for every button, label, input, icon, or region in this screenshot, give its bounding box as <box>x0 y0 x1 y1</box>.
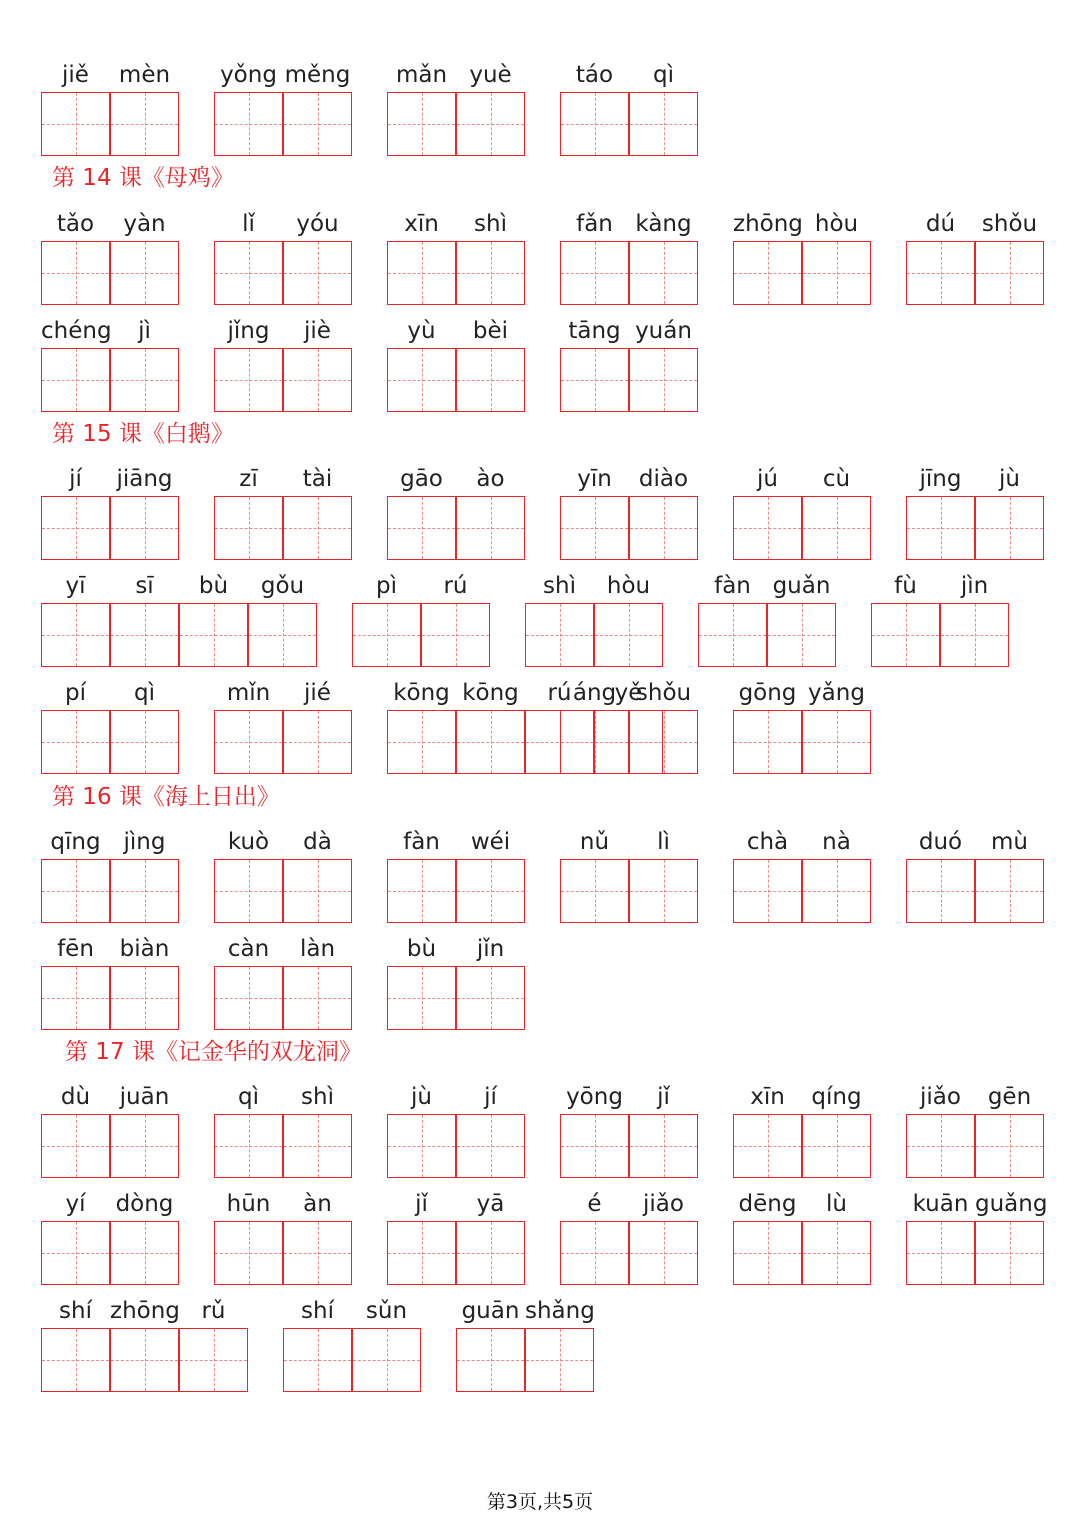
pinyin-label: jiǎo <box>643 1191 684 1217</box>
word-group <box>283 1294 421 1392</box>
writing-cell[interactable] <box>871 603 940 667</box>
pinyin-label: fēn <box>57 936 94 962</box>
word-group <box>733 825 871 923</box>
writing-cell[interactable] <box>906 1221 975 1285</box>
writing-cell[interactable] <box>387 859 456 923</box>
pinyin-label: jiǎo <box>920 1084 961 1110</box>
lesson-title: 第 14 课《母鸡》 <box>52 165 234 191</box>
writing-cell[interactable] <box>110 241 179 305</box>
pinyin-label: duó <box>918 829 963 855</box>
writing-cell[interactable] <box>352 1328 421 1392</box>
word-group <box>214 58 352 156</box>
pinyin-label: yīn <box>577 466 612 492</box>
pinyin-label: hūn <box>226 1191 271 1217</box>
pinyin-label: qì <box>653 62 674 88</box>
writing-cell[interactable] <box>110 966 179 1030</box>
writing-cell[interactable] <box>421 603 490 667</box>
pinyin-label: mù <box>991 829 1028 855</box>
word-group <box>41 569 317 667</box>
word-group <box>560 1187 698 1285</box>
pinyin-label: kōng <box>393 680 450 706</box>
writing-cell[interactable] <box>214 92 283 156</box>
writing-cell[interactable] <box>283 496 352 560</box>
writing-cell[interactable] <box>629 496 698 560</box>
word-group <box>41 676 179 774</box>
writing-cell[interactable] <box>733 1114 802 1178</box>
word-group <box>733 207 871 305</box>
lesson-title: 第 17 课《记金华的双龙洞》 <box>65 1039 362 1065</box>
pinyin-label: kōng <box>462 680 519 706</box>
pinyin-label: shǒu <box>981 211 1038 237</box>
writing-cell[interactable] <box>41 710 110 774</box>
pinyin-label: yǒng <box>220 62 277 88</box>
pinyin-label: fàn <box>714 573 751 599</box>
pinyin-label: é <box>587 1191 602 1217</box>
pinyin-label: mèn <box>118 62 171 88</box>
word-group <box>41 1187 179 1285</box>
writing-cell[interactable] <box>214 859 283 923</box>
word-group <box>906 825 1044 923</box>
word-group <box>41 462 179 560</box>
pinyin-label: bù <box>406 936 437 962</box>
pinyin-label: shí <box>301 1298 334 1324</box>
pinyin-label: nǔ <box>579 829 610 855</box>
word-group <box>906 207 1044 305</box>
writing-cell[interactable] <box>41 603 110 667</box>
pinyin-label: fù <box>894 573 917 599</box>
word-group <box>560 207 698 305</box>
writing-cell[interactable] <box>906 1114 975 1178</box>
writing-cell[interactable] <box>283 1328 352 1392</box>
word-group <box>387 825 525 923</box>
pinyin-label: wéi <box>470 829 511 855</box>
word-group <box>41 58 179 156</box>
pinyin-label: pí <box>65 680 86 706</box>
pinyin-label: qíng <box>811 1084 862 1110</box>
writing-cell[interactable] <box>214 1114 283 1178</box>
word-group <box>906 1080 1044 1178</box>
word-group <box>733 1187 871 1285</box>
pinyin-label: nà <box>822 829 851 855</box>
pinyin-label: yí <box>65 1191 86 1217</box>
pinyin-label: kàng <box>635 211 692 237</box>
writing-cell[interactable] <box>629 241 698 305</box>
writing-cell[interactable] <box>629 348 698 412</box>
word-group <box>906 1187 1048 1285</box>
pinyin-label: jìn <box>960 573 989 599</box>
pinyin-label: jié <box>304 680 331 706</box>
word-group <box>560 825 698 923</box>
pinyin-label: mǎn <box>395 62 448 88</box>
pinyin-label: gāo <box>400 466 443 492</box>
pinyin-label: càn <box>227 936 270 962</box>
pinyin-label: jiāng <box>116 466 173 492</box>
writing-cell[interactable] <box>387 1221 456 1285</box>
writing-cell[interactable] <box>179 1328 248 1392</box>
pinyin-label: yuè <box>469 62 512 88</box>
pinyin-label: rǔ <box>201 1298 226 1324</box>
pinyin-label: dēng <box>738 1191 797 1217</box>
writing-cell[interactable] <box>629 710 698 774</box>
writing-cell[interactable] <box>41 348 110 412</box>
writing-cell[interactable] <box>214 966 283 1030</box>
pinyin-label: dà <box>303 829 332 855</box>
pinyin-label: dòng <box>115 1191 174 1217</box>
word-group <box>387 314 525 412</box>
writing-cell[interactable] <box>387 92 456 156</box>
pinyin-label: gēn <box>987 1084 1032 1110</box>
pinyin-label: pì <box>376 573 397 599</box>
writing-cell[interactable] <box>802 1221 871 1285</box>
writing-cell[interactable] <box>629 1221 698 1285</box>
writing-cell[interactable] <box>283 241 352 305</box>
writing-cell[interactable] <box>456 241 525 305</box>
writing-cell[interactable] <box>456 710 525 774</box>
writing-cell[interactable] <box>283 92 352 156</box>
writing-cell[interactable] <box>906 496 975 560</box>
pinyin-label: jù <box>999 466 1020 492</box>
writing-cell[interactable] <box>906 859 975 923</box>
writing-cell[interactable] <box>41 966 110 1030</box>
pinyin-label: shì <box>474 211 507 237</box>
pinyin-label: yǎng <box>808 680 865 706</box>
word-group <box>214 462 352 560</box>
pinyin-label: shí <box>59 1298 92 1324</box>
writing-cell[interactable] <box>110 1328 179 1392</box>
word-group <box>698 569 836 667</box>
writing-cell[interactable] <box>906 241 975 305</box>
pinyin-label: yī <box>65 573 86 599</box>
writing-cell[interactable] <box>41 92 110 156</box>
pinyin-label: gōng <box>738 680 797 706</box>
pinyin-label: jiě <box>62 62 89 88</box>
writing-cell[interactable] <box>560 496 629 560</box>
writing-cell[interactable] <box>214 1221 283 1285</box>
writing-cell[interactable] <box>110 859 179 923</box>
pinyin-label: áng <box>572 680 617 706</box>
pinyin-label: jǐ <box>657 1084 670 1110</box>
word-group <box>214 1080 352 1178</box>
pinyin-label: jù <box>411 1084 432 1110</box>
writing-cell[interactable] <box>283 1221 352 1285</box>
pinyin-label: shǒu <box>635 680 692 706</box>
pinyin-label: biàn <box>119 936 170 962</box>
lesson-title: 第 15 课《白鹅》 <box>52 421 234 447</box>
word-group <box>41 314 179 412</box>
writing-cell[interactable] <box>733 241 802 305</box>
pinyin-label: sǔn <box>365 1298 408 1324</box>
pinyin-label: làn <box>299 936 336 962</box>
writing-cell[interactable] <box>456 92 525 156</box>
writing-cell[interactable] <box>940 603 1009 667</box>
word-group <box>387 207 525 305</box>
writing-cell[interactable] <box>802 1114 871 1178</box>
writing-cell[interactable] <box>214 241 283 305</box>
writing-cell[interactable] <box>110 603 179 667</box>
word-group <box>387 932 525 1030</box>
writing-cell[interactable] <box>456 1328 525 1392</box>
writing-cell[interactable] <box>975 496 1044 560</box>
pinyin-label: tài <box>302 466 333 492</box>
writing-cell[interactable] <box>560 710 629 774</box>
pinyin-label: juān <box>119 1084 170 1110</box>
pinyin-label: guān <box>461 1298 520 1324</box>
pinyin-label: hòu <box>606 573 651 599</box>
writing-cell[interactable] <box>802 710 871 774</box>
pinyin-label: jīng <box>919 466 962 492</box>
pinyin-label: dú <box>925 211 956 237</box>
writing-cell[interactable] <box>802 241 871 305</box>
pinyin-label: zī <box>239 466 258 492</box>
writing-cell[interactable] <box>802 496 871 560</box>
word-group <box>41 1294 248 1392</box>
writing-cell[interactable] <box>387 496 456 560</box>
pinyin-label: lì <box>657 829 670 855</box>
word-group <box>387 1187 525 1285</box>
pinyin-label: shì <box>301 1084 334 1110</box>
pinyin-label: fǎn <box>576 211 613 237</box>
pinyin-label: zhōng <box>110 1298 180 1324</box>
pinyin-label: yóu <box>296 211 339 237</box>
pinyin-label: guǎn <box>772 573 831 599</box>
writing-cell[interactable] <box>733 1221 802 1285</box>
pinyin-label: táo <box>575 62 614 88</box>
word-group <box>214 676 352 774</box>
writing-cell[interactable] <box>214 348 283 412</box>
writing-cell[interactable] <box>733 859 802 923</box>
pinyin-label: jí <box>484 1084 497 1110</box>
writing-cell[interactable] <box>560 859 629 923</box>
pinyin-label: hòu <box>814 211 859 237</box>
writing-cell[interactable] <box>525 1328 594 1392</box>
writing-cell[interactable] <box>456 496 525 560</box>
word-group <box>214 207 352 305</box>
writing-cell[interactable] <box>110 496 179 560</box>
writing-cell[interactable] <box>214 710 283 774</box>
word-group <box>560 58 698 156</box>
writing-cell[interactable] <box>560 1114 629 1178</box>
writing-cell[interactable] <box>560 92 629 156</box>
writing-cell[interactable] <box>975 859 1044 923</box>
pinyin-label: bù <box>198 573 229 599</box>
writing-cell[interactable] <box>110 348 179 412</box>
word-group <box>871 569 1009 667</box>
word-group <box>733 676 871 774</box>
writing-cell[interactable] <box>387 348 456 412</box>
writing-cell[interactable] <box>975 241 1044 305</box>
pinyin-label: jiè <box>304 318 331 344</box>
pinyin-label: qì <box>238 1084 259 1110</box>
writing-cell[interactable] <box>214 496 283 560</box>
pinyin-label: zhōng <box>733 211 803 237</box>
pinyin-label: měng <box>284 62 351 88</box>
writing-cell[interactable] <box>283 966 352 1030</box>
writing-cell[interactable] <box>110 710 179 774</box>
pinyin-label: jú <box>757 466 778 492</box>
writing-cell[interactable] <box>733 710 802 774</box>
pinyin-label: fàn <box>403 829 440 855</box>
pinyin-label: yōng <box>566 1084 623 1110</box>
writing-cell[interactable] <box>560 348 629 412</box>
word-group <box>733 1080 871 1178</box>
pinyin-label: qì <box>134 680 155 706</box>
page-footer: 第3页,共5页 <box>486 1491 594 1513</box>
writing-cell[interactable] <box>456 1221 525 1285</box>
writing-cell[interactable] <box>733 496 802 560</box>
writing-cell[interactable] <box>110 1221 179 1285</box>
word-group <box>560 1080 698 1178</box>
writing-cell[interactable] <box>41 241 110 305</box>
word-group <box>906 462 1044 560</box>
pinyin-label: chà <box>746 829 789 855</box>
pinyin-label: dù <box>60 1084 91 1110</box>
pinyin-label: sī <box>135 573 154 599</box>
word-group <box>525 569 663 667</box>
writing-cell[interactable] <box>456 348 525 412</box>
pinyin-label: shǎng <box>525 1298 595 1324</box>
pinyin-label: mǐn <box>226 680 271 706</box>
writing-cell[interactable] <box>41 496 110 560</box>
writing-cell[interactable] <box>560 1221 629 1285</box>
writing-cell[interactable] <box>629 92 698 156</box>
writing-cell[interactable] <box>387 710 456 774</box>
pinyin-label: guǎng <box>975 1191 1048 1217</box>
writing-cell[interactable] <box>387 1114 456 1178</box>
pinyin-label: yuán <box>635 318 692 344</box>
word-group <box>214 932 352 1030</box>
word-group <box>387 1080 525 1178</box>
writing-cell[interactable] <box>283 859 352 923</box>
word-group <box>733 462 871 560</box>
pinyin-label: chéng <box>41 318 112 344</box>
pinyin-label: lǐ <box>242 211 255 237</box>
writing-cell[interactable] <box>352 603 421 667</box>
pinyin-label: jìng <box>123 829 166 855</box>
pinyin-label: àn <box>303 1191 332 1217</box>
writing-cell[interactable] <box>283 348 352 412</box>
word-group <box>214 314 352 412</box>
pinyin-label: rú <box>547 680 572 706</box>
word-group <box>41 1080 179 1178</box>
word-group <box>387 462 525 560</box>
pinyin-label: yā <box>476 1191 505 1217</box>
pinyin-label: kuān <box>912 1191 969 1217</box>
writing-cell[interactable] <box>41 1328 110 1392</box>
word-group <box>214 1187 352 1285</box>
writing-cell[interactable] <box>975 1221 1044 1285</box>
pinyin-label: yàn <box>123 211 166 237</box>
word-group <box>352 569 490 667</box>
writing-cell[interactable] <box>767 603 836 667</box>
writing-cell[interactable] <box>629 1114 698 1178</box>
pinyin-label: kuò <box>227 829 270 855</box>
writing-cell[interactable] <box>283 710 352 774</box>
word-group <box>41 932 179 1030</box>
pinyin-label: xīn <box>404 211 439 237</box>
word-group <box>41 825 179 923</box>
pinyin-label: bèi <box>472 318 509 344</box>
writing-cell[interactable] <box>629 859 698 923</box>
pinyin-label: lù <box>826 1191 847 1217</box>
pinyin-label: yě <box>614 680 643 706</box>
writing-cell[interactable] <box>456 966 525 1030</box>
word-group <box>387 58 525 156</box>
writing-cell[interactable] <box>802 859 871 923</box>
writing-cell[interactable] <box>456 859 525 923</box>
writing-cell[interactable] <box>525 603 594 667</box>
writing-cell[interactable] <box>698 603 767 667</box>
writing-cell[interactable] <box>594 603 663 667</box>
pinyin-label: jì <box>138 318 151 344</box>
writing-cell[interactable] <box>41 859 110 923</box>
lesson-title: 第 16 课《海上日出》 <box>52 784 280 810</box>
pinyin-label: shì <box>543 573 576 599</box>
writing-cell[interactable] <box>560 241 629 305</box>
word-group <box>560 676 698 774</box>
pinyin-label: qīng <box>50 829 101 855</box>
writing-cell[interactable] <box>387 966 456 1030</box>
writing-cell[interactable] <box>41 1114 110 1178</box>
pinyin-label: jǐn <box>476 936 505 962</box>
word-group <box>214 825 352 923</box>
word-group <box>41 207 179 305</box>
word-group <box>560 462 698 560</box>
pinyin-label: tǎo <box>56 211 95 237</box>
pinyin-label: jǐng <box>227 318 270 344</box>
writing-cell[interactable] <box>456 1114 525 1178</box>
pinyin-label: tāng <box>568 318 621 344</box>
pinyin-label: diào <box>638 466 689 492</box>
pinyin-label: jí <box>69 466 82 492</box>
writing-cell[interactable] <box>975 1114 1044 1178</box>
pinyin-label: yù <box>407 318 436 344</box>
writing-cell[interactable] <box>179 603 248 667</box>
pinyin-label: rú <box>443 573 468 599</box>
writing-cell[interactable] <box>248 603 317 667</box>
pinyin-label: ào <box>476 466 505 492</box>
word-group <box>456 1294 594 1392</box>
writing-cell[interactable] <box>110 92 179 156</box>
pinyin-label: gǒu <box>260 573 305 599</box>
writing-cell[interactable] <box>41 1221 110 1285</box>
pinyin-label: cù <box>822 466 851 492</box>
word-group <box>560 314 698 412</box>
writing-cell[interactable] <box>387 241 456 305</box>
writing-cell[interactable] <box>110 1114 179 1178</box>
writing-cell[interactable] <box>283 1114 352 1178</box>
pinyin-label: xīn <box>750 1084 785 1110</box>
pinyin-label: jǐ <box>415 1191 428 1217</box>
